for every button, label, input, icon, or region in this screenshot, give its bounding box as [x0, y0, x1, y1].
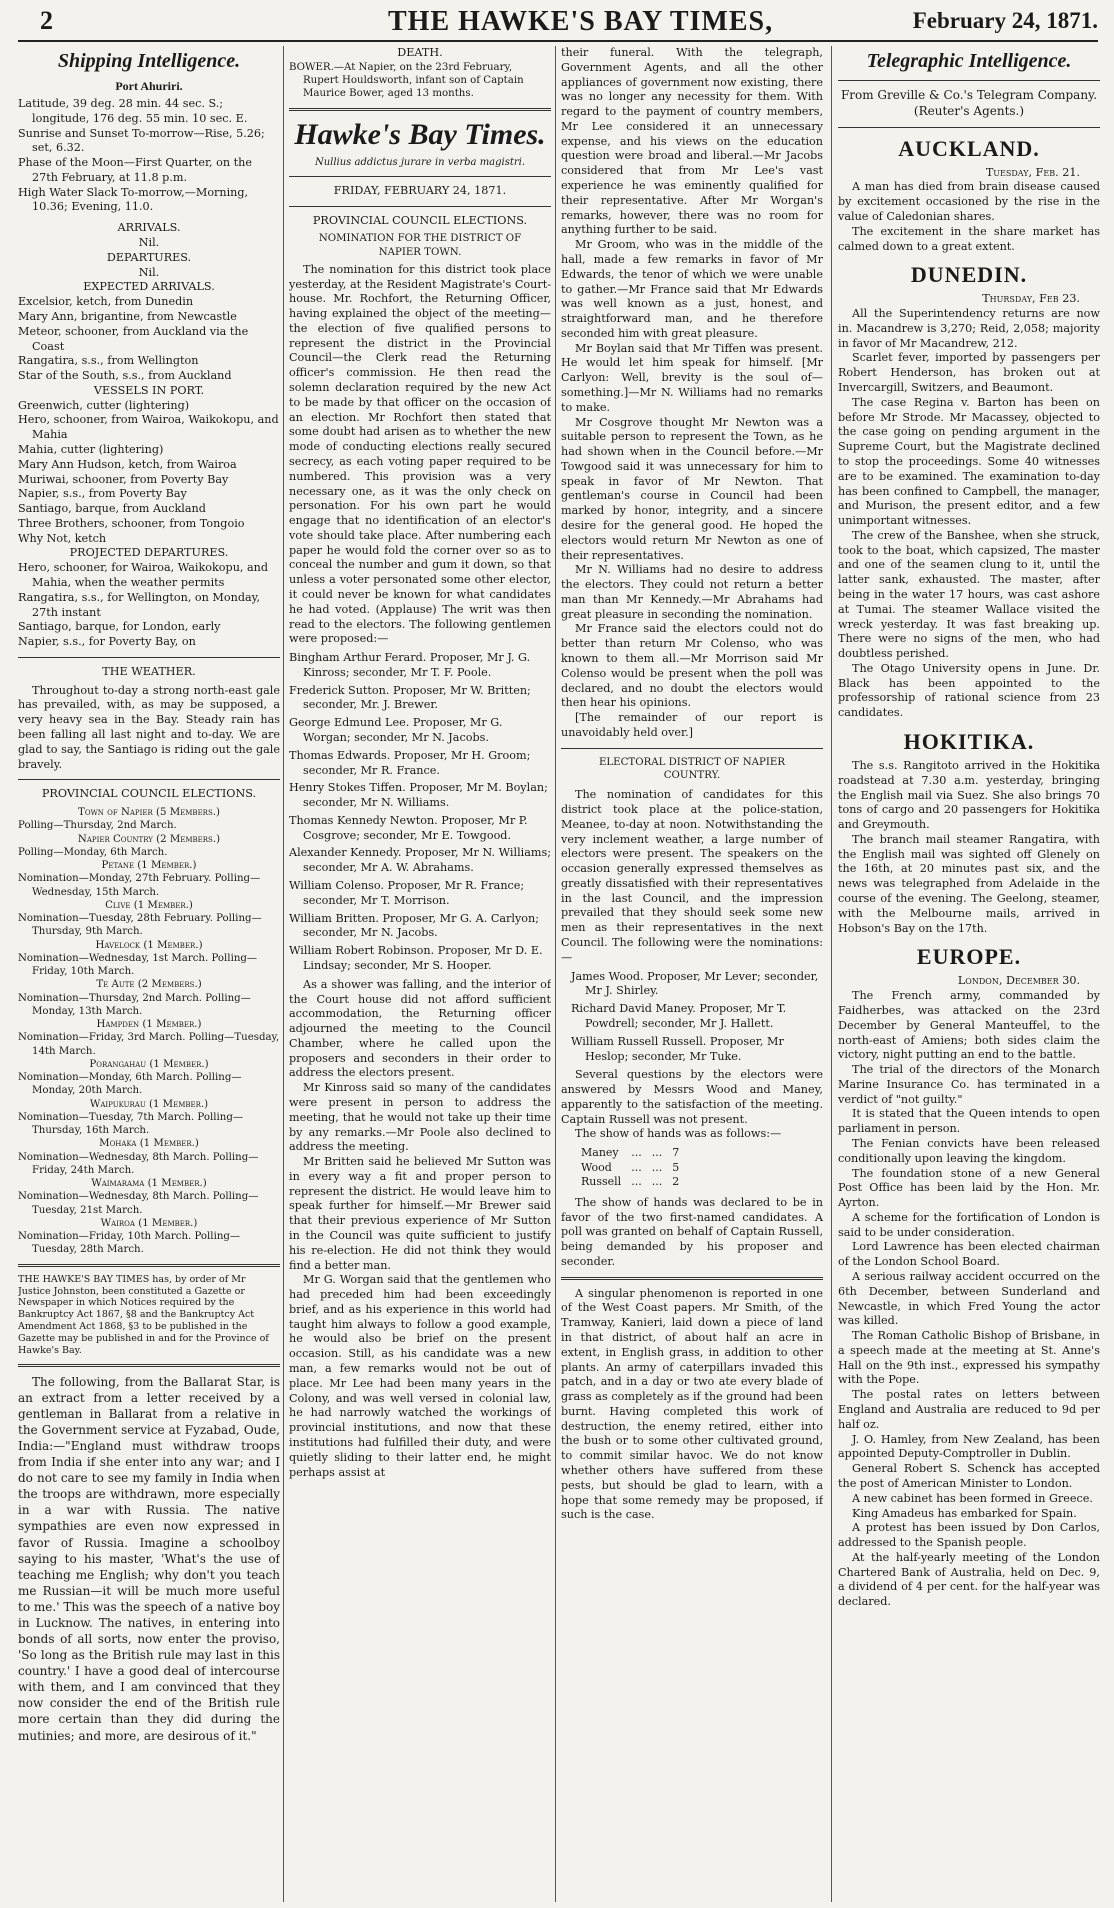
candidate-name: Russell [581, 1175, 622, 1189]
divider [18, 1364, 280, 1367]
departures-nil: Nil. [138, 265, 160, 279]
news-item: General Robert S. Schenck has accepted the post of American Minister to London. [838, 1462, 1100, 1490]
article-subheading: NOMINATION FOR THE DISTRICT OF NAPIER TOWN. [318, 233, 522, 258]
article-heading: PROVINCIAL COUNCIL ELECTIONS. [312, 213, 528, 227]
nomination: William Robert Robinson. Proposer, Mr D. E. Lindsay; seconder, Mr S. Hooper. [289, 944, 543, 972]
nomination: James Wood. Proposer, Mr Lever; seconder, Mr J. Shirley. [571, 969, 819, 998]
elections-list [18, 806, 280, 1257]
country-nominations [571, 970, 823, 1065]
article-paragraph: The show of hands was as follows:— [575, 1127, 782, 1141]
district-name: Havelock (1 Member.) [95, 939, 203, 951]
district-dates: Nomination—Thursday, 2nd March. Polling—Monday, 13th March. [18, 992, 251, 1017]
news-item: It is stated that the Queen intends to open parliament in person. [838, 1107, 1100, 1136]
departure-item: Santiago, barque, for London, early [18, 620, 221, 634]
article-paragraph: Mr Kinross said so many of the candidates were present in person to address the meeting, that he would not take up their time by any remarks.—Mr Poole also declined to address the meeting. [289, 1081, 551, 1154]
vessel-item: Santiago, barque, from Auckland [18, 502, 206, 516]
candidate-name: Wood [581, 1160, 612, 1174]
column-2 [289, 46, 551, 1902]
leader: ... [651, 1160, 663, 1174]
table-row [581, 1175, 689, 1190]
news-item: The crew of the Banshee, when she struck, took to the boat, which capsized, The master and one of the seamen clung to it, until the latter sank, exhausted. The master, after being in the water 17 hours, was cast ashore at Tumai. The steamer Wallace visited the wreck yesterday. It was fast breaking up. There were no signs of the men, who had doubtless perished. [838, 528, 1100, 661]
district-dates: Nomination—Wednesday, 1st March. Polling—Friday, 10th March. [18, 952, 258, 978]
leader: ... [651, 1175, 663, 1189]
article-paragraph: Several questions by the electors were answered by Messrs Wood and Maney, apparently to the satisfaction of the meeting. Captain Russell was not present. [561, 1068, 823, 1126]
news-item: A protest has been issued by Don Carlos, addressed to the Spanish people. [838, 1521, 1100, 1550]
article-paragraph: The nomination for this district took place yesterday, at the Resident Magistrate's Court-house. Mr. Rochfort, the Returning Officer, having explained the object of the meeting—the election of five qualified persons to represent the district in the Provincial Council—the Clerk read the Returning officer's commission. He then read the solemn declaration required by the new Act to be made by that officer on the occasion of an election. Mr Rochfort then stated that some doubt had arisen as to whether the new mode of conducting elections really secured secrecy, as each voting paper required to be numbered. This provision was a very necessary one, as it was the only check on personation. For his own part he would engage that no identification of an elector's vote should take place. After numbering each paper he would fold the corner over so as to conceal the number and gum it down, so that unless a voter personated some other elector, it could never be known for what candidates he had voted. (Applause) The writ was then read to the electors. The following gentlemen were proposed:— [289, 262, 551, 646]
moon-text: Phase of the Moon—First Quarter, on the 27th February, at 11.8 p.m. [18, 156, 252, 184]
table-row [581, 1161, 689, 1176]
gazette-notice: THE HAWKE'S BAY TIMES has, by order of Mr Justice Johnston, been constituted a Gazette or Newspaper in which Notices required by the Bankruptcy Act 1867, §8 and the Bankruptcy Act Amendment Act 1868, §3 to be published in the Gazette may be published in and for the Province of Hawke's Bay. [18, 1273, 269, 1356]
nomination: William Colenso. Proposer, Mr R. France; seconder, Mr T. Morrison. [289, 879, 525, 907]
masthead [18, 6, 1098, 42]
vessel-item: Greenwich, cutter (lightering) [18, 398, 190, 412]
arrivals-heading: ARRIVALS. [117, 221, 181, 235]
district-dates: Nomination—Friday, 3rd March. Polling—Tuesday, 14th March. [18, 1032, 280, 1057]
vessels-in-port-heading: VESSELS IN PORT. [93, 383, 205, 397]
departures-heading: DEPARTURES. [106, 250, 192, 264]
nomination: William Britten. Proposer, Mr G. A. Carlyon; seconder, Mr N. Jacobs. [289, 911, 540, 940]
expected-item: Meteor, schooner, from Auckland via the Coast [18, 324, 249, 353]
departure-item: Rangatira, s.s., for Wellington, on Monday, 27th instant [18, 590, 261, 619]
district-name: Wairoa (1 Member.) [100, 1217, 198, 1229]
news-item: The postal rates on letters between England and Australia are reduced to 9d per half oz. [838, 1388, 1100, 1431]
expected-item: Excelsior, ketch, from Dunedin [18, 295, 194, 309]
nomination: George Edmund Lee. Proposer, Mr G. Worgan; seconder, Mr N. Jacobs. [289, 716, 503, 744]
divider [18, 1264, 280, 1267]
news-item: A scheme for the fortification of London is said to be under consideration. [838, 1210, 1100, 1239]
news-item: All the Superintendency returns are now in. Macandrew is 3,270; Reid, 2,058; majority in favor of Mr Macandrew, 212. [838, 307, 1100, 350]
departure-item: Hero, schooner, for Wairoa, Waikokopu, and Mahia, when the weather permits [18, 561, 269, 589]
district-name: Napier Country (2 Members.) [77, 833, 221, 845]
divider [289, 176, 551, 177]
candidate-name: Maney [581, 1146, 619, 1160]
editorial-date: FRIDAY, FEBRUARY 24, 1871. [333, 183, 507, 197]
expected-item: Mary Ann, brigantine, from Newcastle [18, 309, 237, 323]
death-notice: BOWER.—At Napier, on the 23rd February, Rupert Houldsworth, infant son of Captain Maurice Bower, aged 13 months. [289, 61, 524, 100]
departure-item: Napier, s.s., for Poverty Bay, on [18, 635, 196, 649]
motto: Nullius addictus jurare in verba magistri. [314, 156, 526, 168]
vessel-item: Mahia, cutter (lightering) [18, 442, 164, 456]
article-paragraph: Mr Cosgrove thought Mr Newton was a suitable person to represent the Town, as he had shown when in the Council before.—Mr Towgood said it was unnecessary for him to speak in favor of Mr Newton. That gentleman's course in Council had been marked by honor, integrity, and a sincere desire for the general good. He hoped the electors would return Mr Newton as one of their representatives. [561, 415, 823, 562]
expected-item: Rangatira, s.s., from Wellington [18, 354, 199, 368]
district-dates: Nomination—Tuesday, 28th February. Polling—Thursday, 9th March. [18, 913, 262, 938]
city-heading: EUROPE. [916, 944, 1022, 970]
district-name: Clive (1 Member.) [105, 899, 193, 911]
column-rule [831, 46, 832, 1902]
arrivals-nil: Nil. [138, 236, 160, 250]
nomination: Bingham Arthur Ferard. Proposer, Mr J. G. Kinross; seconder, Mr T. F. Poole. [289, 651, 531, 679]
news-item: The s.s. Rangitoto arrived in the Hokitika roadstead at 7.30 a.m. yesterday, bringing the English mail via Suez. She also brings 70 tons of cargo and 20 passengers for Hokitika and Greymouth. [838, 759, 1100, 832]
column-1 [18, 46, 280, 1902]
article-paragraph: Mr France said the electors could not do better than return Mr Colenso, who was known to them all.—Mr Morrison said Mr Colenso would be present when the poll was declared, and no doubt the electors would then hear his opinions. [561, 622, 823, 710]
nomination: Frederick Sutton. Proposer, Mr W. Britten; seconder, Mr. J. Brewer. [289, 683, 531, 712]
leader: ... [651, 1146, 663, 1160]
district-dates: Nomination—Wednesday, 8th March. Polling—Friday, 24th March. [18, 1151, 259, 1176]
city-heading: AUCKLAND. [898, 135, 1040, 161]
page-number: 2 [40, 6, 53, 35]
port-name: Port Ahuriri. [115, 79, 183, 93]
nomination: Richard David Maney. Proposer, Mr T. Powdrell; seconder, Mr J. Hallett. [571, 1002, 787, 1030]
article-paragraph: A singular phenomenon is reported in one of the West Coast papers. Mr Smith, of the Tramway, Kanieri, laid down a piece of land in that district, of about half an acre in extent, in English grass, in addition to other plants. An army of caterpillars invaded this patch, and in a day or two ate every blade of grass as completely as if the ground had been burnt. Having completed this work of destruction, the enemy retired, either into the bush or to some other cultivated ground, to commit similar havoc. We do not know whether others have suffered from these pests, but should be glad to learn, with a hope that some remedy may be proposed, if such is the case. [561, 1286, 823, 1522]
telegraphic-heading: Telegraphic Intelligence. [866, 50, 1072, 72]
divider [18, 657, 280, 658]
article-paragraph: Mr G. Worgan said that the gentlemen who had preceded him had been exceedingly brief, and as his experience in this world had taught him always to follow a good example, he would also be brief on the present occasion. Still, as his candidate was a new man, a few remarks would not be out of place. Mr Lee had been many years in the Colony, and was well versed in colonial law, he had narrowly watched the workings of provincial institutions, and now that these institutions had fulfilled their duty, and were quietly sliding to their latter end, he might perhaps assist at [289, 1273, 551, 1479]
column-rule [555, 46, 556, 1902]
news-item: The Fenian convicts have been released conditionally upon leaving the kingdom. [838, 1136, 1100, 1165]
article-paragraph: [The remainder of our report is unavoidably held over.] [561, 711, 823, 739]
article-paragraph: As a shower was falling, and the interior of the Court house did not afford sufficient accommodation, the Returning officer adjourned the meeting to the Council Chamber, where he called upon the proposers and seconders in their order to address the electors present. [289, 977, 551, 1080]
article-paragraph: Mr Britten said he believed Mr Sutton was in every way a fit and proper person to represent the district. He would leave him to speak further for himself.—Mr Brewer said that their previous experience of Mr Sutton in the Council was quite sufficient to justify his re-election. He did not think they would find a better man. [289, 1155, 551, 1272]
news-item: King Amadeus has embarked for Spain. [852, 1506, 1077, 1520]
ballarat-article: The following, from the Ballarat Star, is an extract from a letter received by a gentleman in Ballarat from a relative in the Government service at Fyzabad, Oude, India:—"England must withdraw troops from India if she enter into any war; and I do not care to see my family in India when the troops are withdrawn, more especially in a war with Russia. The native sympathies are even now expressed in favor of Russia. Imagine a schoolboy saying to his master, 'What's the use of teaching me English; why don't you teach me Russian—it will be much more useful to me.' This was the speech of a native boy in Lucknow. The natives, in entering into bonds of all sorts, now enter the proviso, 'So long as the British rule may last in this country.' I have a good deal of intercourse with them, and I am convinced that they now consider the end of the British rule more certain than they did during the mutinies; and more, are desirous of it." [18, 1374, 280, 1743]
weather-text: Throughout to-day a strong north-east gale has prevailed, with, as may be supposed, a very heavy sea in the Bay. Steady rain has been falling all last night and to-day. We are glad to say, the Santiago is riding out the gale bravely. [18, 683, 280, 771]
elections-heading: PROVINCIAL COUNCIL ELECTIONS. [41, 787, 257, 801]
news-item: The branch mail steamer Rangatira, with the English mail was sighted off Glenely on the 16th, at 20 minutes past six, and the news was telegraphed from Adelaide in the course of the evening. The Geelong, steamer, with the Melbourne mails, arrived in Hobson's Bay on the 17th. [838, 832, 1100, 935]
district-name: Te Aute (2 Members.) [96, 979, 202, 991]
vessel-item: Why Not, ketch [18, 531, 107, 545]
city-heading: DUNEDIN. [910, 262, 1028, 288]
news-item: The Otago University opens in June. Dr. Black has been appointed to the professorship of rational science from 23 candidates. [838, 661, 1100, 720]
divider [561, 748, 823, 749]
news-item: The trial of the directors of the Monarch Marine Insurance Co. has terminated in a verdict of "not guilty." [838, 1063, 1100, 1106]
vote-count: 5 [672, 1160, 680, 1174]
vessel-item: Muriwai, schooner, from Poverty Bay [18, 472, 229, 486]
news-item: A serious railway accident occurred on the 6th December, between Sunderland and Newcastle, in which Fred Young the actor was killed. [838, 1270, 1100, 1328]
dateline: Tuesday, Feb. 21. [985, 165, 1080, 179]
nomination: Thomas Kennedy Newton. Proposer, Mr P. Cosgrove; seconder, Mr E. Towgood. [289, 813, 528, 842]
district-name: Town of Napier (5 Members.) [78, 807, 220, 819]
telegram-source: From Greville & Co.'s Telegram Company. (Reuter's Agents.) [840, 88, 1098, 118]
divider [838, 80, 1100, 81]
article-paragraph: their funeral. With the telegraph, Government Agents, and all the other appliances of government now existing, there was no longer any necessity for them. With regard to the payment of country members, Mr Lee considered it an unnecessary expense, and his views on the education question were broad and liberal.—Mr Jacobs considered that from Mr Lee's vast experience he was eminently qualified for their representative. After Mr Worgan's remarks, however, there was no room for anything further to be said. [561, 46, 823, 237]
paper-title: THE HAWKE'S BAY TIMES, [388, 6, 774, 37]
divider [289, 206, 551, 207]
news-item: The foundation stone of a new General Post Office has been laid by the Hon. Mr. Ayrton. [838, 1166, 1100, 1210]
expected-arrivals-heading: EXPECTED ARRIVALS. [83, 280, 215, 294]
death-heading: DEATH. [397, 46, 443, 59]
district-name: Hampden (1 Member.) [96, 1019, 202, 1031]
sunrise-text: Sunrise and Sunset To-morrow—Rise, 5.26; set, 6.32. [18, 126, 265, 155]
news-item: Scarlet fever, imported by passengers per Robert Henderson, has broken out at Invercargill, Switzers, and Beaumont. [838, 351, 1100, 395]
table-row [581, 1146, 689, 1161]
dateline: London, December 30. [957, 974, 1080, 988]
news-item: Lord Lawrence has been elected chairman of the London School Board. [838, 1240, 1100, 1269]
article-paragraph: Mr N. Williams had no desire to address the electors. They could not return a better man than Mr Kennedy.—Mr Abrahams had great pleasure in seconding the nomination. [561, 563, 823, 621]
district-dates: Nomination—Friday, 10th March. Polling—Tuesday, 28th March. [18, 1231, 241, 1256]
news-item: At the half-yearly meeting of the London Chartered Bank of Australia, held on Dec. 9, a dividend of 4 per cent. for the half-year was declared. [838, 1550, 1100, 1609]
nomination: Alexander Kennedy. Proposer, Mr N. Williams; seconder, Mr A. W. Abrahams. [289, 846, 551, 875]
divider [18, 779, 280, 780]
column-rule [283, 46, 284, 1902]
district-name: Waimarama (1 Member.) [91, 1178, 207, 1190]
district-dates: Nomination—Monday, 27th February. Polling—Wednesday, 15th March. [18, 873, 261, 898]
column-3 [561, 46, 823, 1902]
district-name: Petane (1 Member.) [101, 860, 197, 872]
leader: ... [631, 1146, 642, 1160]
article-paragraph: Mr Boylan said that Mr Tiffen was present. He would let him speak for himself. [Mr Carlyon: Well, brevity is the soul of—something.]—Mr N. Williams had no remarks to make. [561, 341, 823, 414]
expected-item: Star of the South, s.s., from Auckland [18, 369, 232, 383]
district-dates: Nomination—Wednesday, 8th March. Polling—Tuesday, 21st March. [18, 1191, 259, 1216]
nomination: Henry Stokes Tiffen. Proposer, Mr M. Boylan; seconder, Mr N. Williams. [289, 781, 548, 810]
city-heading: HOKITIKA. [903, 729, 1035, 754]
nomination: Thomas Edwards. Proposer, Mr H. Groom; seconder, Mr R. France. [289, 748, 531, 777]
weather-heading: THE WEATHER. [102, 664, 196, 678]
dateline: Thursday, Feb 23. [982, 292, 1080, 306]
nomination: William Russell Russell. Proposer, Mr Heslop; seconder, Mr Tuke. [571, 1034, 784, 1063]
country-heading: ELECTORAL DISTRICT OF NAPIER COUNTRY. [598, 756, 786, 781]
article-paragraph: Mr Groom, who was in the middle of the hall, made a few remarks in favor of Mr Edwards, the tenor of which we were unable to gather.—Mr France said that Mr Edwards was well known as a just, honest, and straightforward man, and he therefore seconded him with great pleasure. [561, 238, 823, 340]
news-item: The case Regina v. Barton has been on before Mr Strode. Mr Macassey, objected to the case going on pending argument in the Supreme Court, but the Magistrate declined to stop the proceedings. Some 40 witnesses are to be examined. The examination to-day has been confined to Campbell, the manager, and Murison, the present editor, and a few unimportant witnesses. [838, 395, 1100, 528]
divider [838, 127, 1100, 128]
column-4 [838, 46, 1100, 1902]
district-dates: Polling—Monday, 6th March. [18, 846, 168, 858]
district-dates: Nomination—Monday, 6th March. Polling—Monday, 20th March. [18, 1072, 242, 1097]
district-name: Mohaka (1 Member.) [99, 1138, 199, 1150]
tide-text: High Water Slack To-morrow,—Morning, 10.36; Evening, 11.0. [18, 185, 249, 214]
divider [289, 108, 551, 111]
vessel-item: Hero, schooner, from Wairoa, Waikokopu, and Mahia [18, 413, 279, 442]
vessel-item: Mary Ann Hudson, ketch, from Wairoa [18, 457, 237, 471]
issue-date: February 24, 1871. [912, 8, 1098, 33]
news-item: A man has died from brain disease caused by excitement occasioned by the rise in the value of Caledonian shares. [838, 180, 1100, 223]
district-dates: Nomination—Tuesday, 7th March. Polling—Thursday, 16th March. [18, 1111, 244, 1137]
news-item: The French army, commanded by Faidherbes, was attacked on the 23rd December by General Manteuffel, to the north-east of Amiens; both sides claim the victory, night putting an end to the battle. [838, 989, 1100, 1062]
vessel-item: Napier, s.s., from Poverty Bay [18, 487, 187, 501]
district-name: Waipukurau (1 Member.) [89, 1098, 209, 1110]
district-name: Porangahau (1 Member.) [89, 1058, 209, 1070]
editorial-masthead: Hawke's Bay Times. [294, 117, 546, 151]
divider [561, 1277, 823, 1280]
projected-departures-heading: PROJECTED DEPARTURES. [69, 546, 229, 560]
show-of-hands-table [581, 1146, 689, 1190]
district-dates: Polling—Thursday, 2nd March. [18, 820, 177, 832]
vote-count: 2 [672, 1175, 680, 1189]
vote-count: 7 [672, 1146, 680, 1160]
vessel-item: Three Brothers, schooner, from Tongoio [18, 516, 245, 530]
article-paragraph: The show of hands was declared to be in favor of the two first-named candidates. A poll was granted on behalf of Captain Russell, being demanded by his proposer and seconder. [561, 1195, 823, 1268]
shipping-heading: Shipping Intelligence. [57, 50, 241, 72]
news-item: The Roman Catholic Bishop of Brisbane, in a speech made at the meeting at St. Anne's Hall on the 9th inst., expressed his sympathy with the Pope. [838, 1329, 1100, 1387]
latitude-text: Latitude, 39 deg. 28 min. 44 sec. S.; longitude, 176 deg. 55 min. 10 sec. E. [18, 97, 248, 125]
leader: ... [631, 1160, 642, 1174]
news-item: A new cabinet has been formed in Greece. [852, 1491, 1093, 1505]
article-paragraph: The nomination of candidates for this district took place at the police-station, Meanee, to-day at noon. Notwithstanding the very inclement weather, a large number of electors were present. The speakers on the occasion generally expressed themselves as greatly dissatisfied with their representatives in the last Council, and the impression prevailed that they should seek some new men as their representatives in the next Council. The following were the nominations:— [561, 788, 823, 964]
news-item: The excitement in the share market has calmed down to a great extent. [838, 224, 1100, 253]
nominations-list [289, 651, 551, 974]
leader: ... [631, 1175, 642, 1189]
news-item: J. O. Hamley, from New Zealand, has been appointed Deputy-Comptroller in Dublin. [838, 1432, 1100, 1461]
